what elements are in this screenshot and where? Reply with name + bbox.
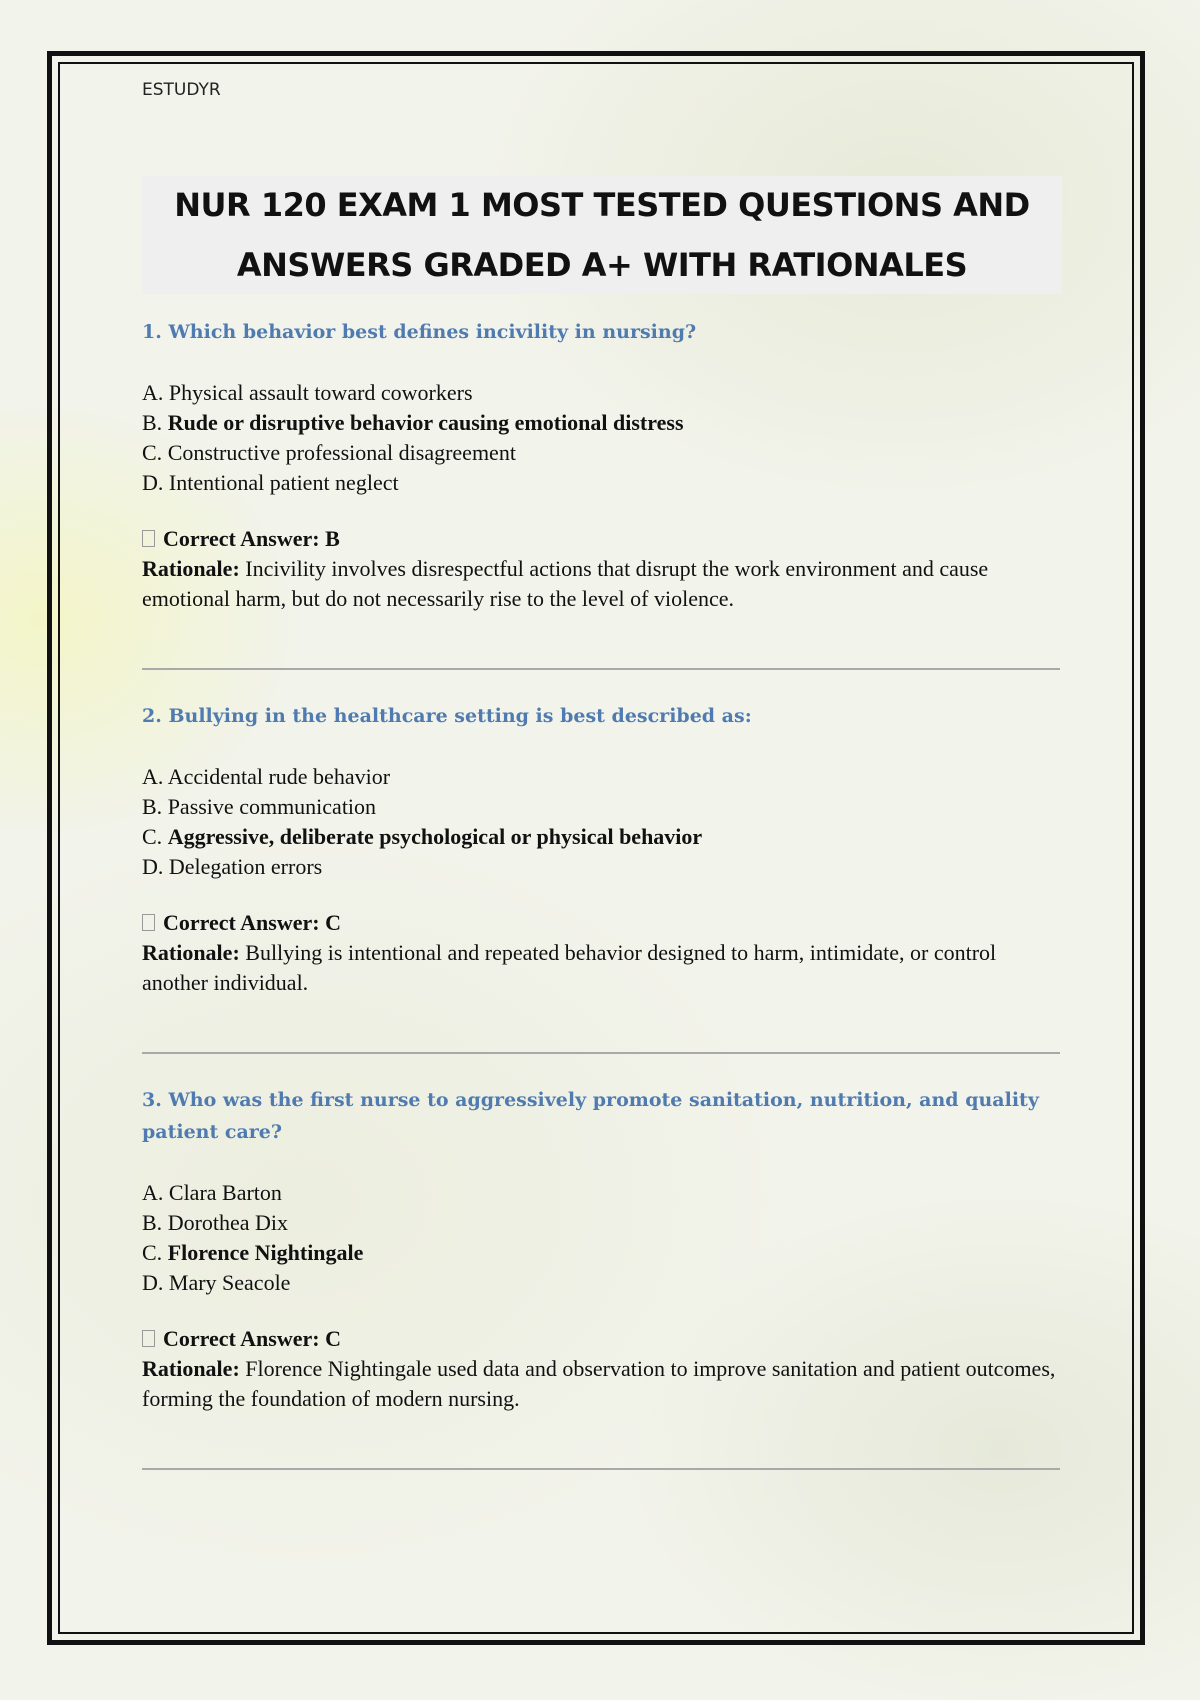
- brand-label: ESTUDYR: [142, 80, 221, 100]
- checkbox-glyph-icon: [142, 1330, 155, 1347]
- option-a: [142, 378, 1060, 408]
- title-line-2: ANSWERS GRADED A+ WITH RATIONALES: [236, 246, 968, 284]
- option-b: [142, 792, 1060, 822]
- rationale-label: Rationale:: [142, 556, 240, 581]
- option-text: Mary Seacole: [168, 1270, 291, 1295]
- answer-prefix: Correct Answer:: [163, 1326, 320, 1351]
- answer-prefix: Correct Answer:: [163, 910, 320, 935]
- option-letter: C.: [142, 824, 163, 849]
- option-letter: A.: [142, 380, 164, 405]
- rationale-text: Incivility involves disrespectful actions that disrupt the work environment and cause emotional harm, but do not necessarily rise to the level of violence.: [142, 556, 989, 611]
- option-text: Delegation errors: [168, 854, 323, 879]
- option-text: Physical assault toward coworkers: [168, 380, 473, 405]
- option-letter: D.: [142, 470, 164, 495]
- option-c: [142, 1238, 1060, 1268]
- option-letter: A.: [142, 1180, 164, 1205]
- answer-letter: C: [325, 910, 341, 935]
- option-text: Dorothea Dix: [167, 1210, 289, 1235]
- option-text: Constructive professional disagreement: [167, 440, 516, 465]
- rationale: [142, 554, 1060, 614]
- option-letter: D.: [142, 854, 164, 879]
- options-list: [142, 1178, 1060, 1298]
- rationale-label: Rationale:: [142, 1356, 240, 1381]
- rationale-label: Rationale:: [142, 940, 240, 965]
- question-block-2: [142, 700, 1060, 998]
- option-text: Passive communication: [167, 794, 377, 819]
- option-letter: B.: [142, 410, 163, 435]
- title-line-1: NUR 120 EXAM 1 MOST TESTED QUESTIONS AND: [174, 186, 1030, 224]
- option-text: Rude or disruptive behavior causing emotional distress: [167, 410, 684, 435]
- option-text: Accidental rude behavior: [167, 764, 391, 789]
- option-text: Intentional patient neglect: [168, 470, 399, 495]
- checkbox-glyph-icon: [142, 914, 155, 931]
- option-b: [142, 408, 1060, 438]
- page-title: [174, 175, 1029, 295]
- options-list: [142, 762, 1060, 882]
- correct-answer: [142, 1324, 1060, 1354]
- option-letter: D.: [142, 1270, 164, 1295]
- correct-answer: [142, 908, 1060, 938]
- question-block-1: [142, 316, 1060, 614]
- option-a: [142, 762, 1060, 792]
- option-c: [142, 438, 1060, 468]
- option-text: Aggressive, deliberate psychological or physical behavior: [167, 824, 703, 849]
- question-text: 1. Which behavior best defines incivility in nursing?: [142, 321, 697, 343]
- checkbox-glyph-icon: [142, 530, 155, 547]
- option-d: [142, 1268, 1060, 1298]
- rationale: [142, 1354, 1060, 1414]
- rationale-text: Bullying is intentional and repeated behavior designed to harm, intimidate, or control another individual.: [142, 940, 997, 995]
- option-letter: B.: [142, 1210, 163, 1235]
- rationale: [142, 938, 1060, 998]
- option-a: [142, 1178, 1060, 1208]
- option-text: Florence Nightingale: [167, 1240, 364, 1265]
- option-letter: B.: [142, 794, 163, 819]
- option-letter: C.: [142, 440, 163, 465]
- answer-prefix: Correct Answer:: [163, 526, 320, 551]
- option-d: [142, 852, 1060, 882]
- question-text: 3. Who was the first nurse to aggressively promote sanitation, nutrition, and quality patient care?: [142, 1089, 1039, 1143]
- option-letter: A.: [142, 764, 164, 789]
- correct-answer: [142, 524, 1060, 554]
- rationale-text: Florence Nightingale used data and observation to improve sanitation and patient outcomes, forming the foundation of modern nursing.: [142, 1356, 1056, 1411]
- section-divider: [142, 668, 1060, 670]
- answer-letter: C: [325, 1326, 341, 1351]
- option-b: [142, 1208, 1060, 1238]
- title-banner: [142, 176, 1062, 294]
- option-c: [142, 822, 1060, 852]
- question-text: 2. Bullying in the healthcare setting is best described as:: [142, 705, 752, 727]
- option-text: Clara Barton: [168, 1180, 282, 1205]
- option-letter: C.: [142, 1240, 163, 1265]
- option-d: [142, 468, 1060, 498]
- section-divider: [142, 1468, 1060, 1470]
- options-list: [142, 378, 1060, 498]
- section-divider: [142, 1052, 1060, 1054]
- question-block-3: [142, 1084, 1060, 1414]
- answer-letter: B: [325, 526, 340, 551]
